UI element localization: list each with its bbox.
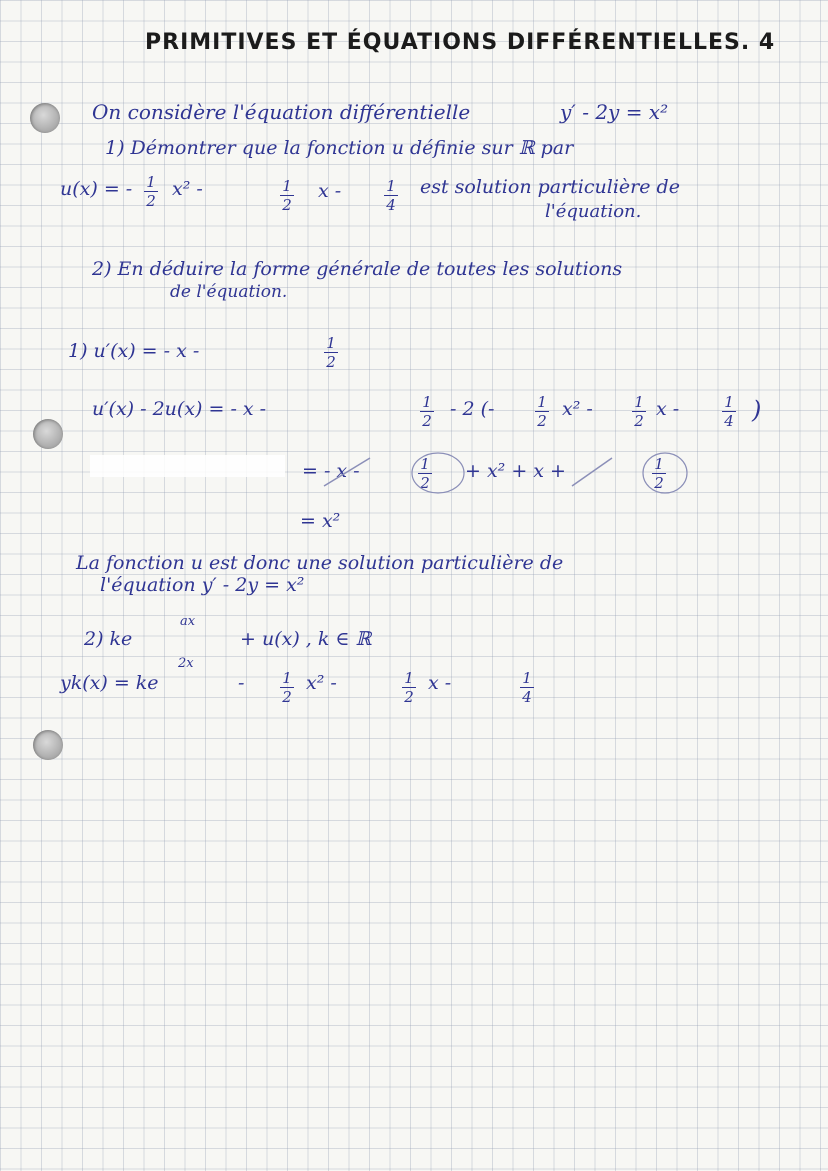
binder-hole [33, 730, 63, 760]
answer-1-line-2-x: x - [656, 398, 680, 420]
answer-2-exp-1: ax [180, 614, 196, 629]
fraction-one-half: 1 2 [324, 335, 338, 370]
fraction-one-quarter: 1 4 [520, 670, 534, 705]
statement-intro: On considère l'équation différentielle [92, 100, 471, 124]
q1-end: est solution particulière de [420, 176, 680, 198]
answer-2-yk: yk(x) = ke [60, 672, 159, 694]
answer-1-line-2-x2: x² - [562, 398, 593, 420]
answer-2-x2: x² - [306, 672, 337, 694]
q1-end-2: l'équation. [545, 201, 642, 222]
answer-2-label: 2) ke [84, 628, 133, 650]
correction-tape [90, 455, 285, 477]
q1-u-x: x - [318, 180, 342, 202]
answer-1-line-3: = - x - [302, 460, 360, 482]
answer-1-line-4: = x² [300, 510, 341, 532]
answer-1-line-3-plus: + x² + x + [465, 460, 566, 482]
fraction-one-half: 1 2 [535, 394, 549, 429]
fraction-one-quarter: 1 4 [384, 178, 398, 213]
answer-2-minus: - [238, 672, 245, 694]
statement-equation: y′ - 2y = x² [560, 100, 669, 124]
question-2-line-1: 2) En déduire la forme générale de toutes les solutions [92, 258, 623, 280]
answer-1-line-2-mid: - 2 (- [450, 398, 495, 420]
cancel-strike [568, 452, 618, 492]
answer-1-derivative: 1) u′(x) = - x - [68, 340, 200, 362]
fraction-one-half: 1 2 [280, 178, 294, 213]
binder-hole [30, 103, 60, 133]
fraction-one-half: 1 2 [144, 174, 158, 209]
question-1: 1) Démontrer que la fonction u définie sur ℝ par [105, 137, 574, 159]
cancel-circle [408, 450, 468, 496]
answer-2-rest-1: + u(x) , k ∈ ℝ [240, 628, 372, 650]
binder-hole [33, 419, 63, 449]
conclusion-line-2: l'équation y′ - 2y = x² [100, 574, 305, 596]
fraction-one-half: 1 2 [420, 394, 434, 429]
answer-2-exp-2: 2x [178, 656, 194, 671]
answer-1-line-2-close: ) [752, 396, 762, 424]
fraction-one-half: 1 2 [632, 394, 646, 429]
fraction-one-half: 1 2 [402, 670, 416, 705]
fraction-one-half: 1 2 [418, 456, 432, 491]
q1-u-x2: x² - [172, 178, 203, 200]
cancel-circle [640, 450, 690, 496]
conclusion-line-1: La fonction u est donc une solution particulière de [76, 552, 564, 574]
fraction-one-half: 1 2 [652, 456, 666, 491]
answer-1-line-2-lhs: u′(x) - 2u(x) = - x - [92, 398, 267, 420]
cancel-strike [320, 452, 376, 492]
answer-2-x: x - [428, 672, 452, 694]
fraction-one-quarter: 1 4 [722, 394, 736, 429]
q1-u-lhs: u(x) = - [60, 178, 133, 200]
page-title: PRIMITIVES ET ÉQUATIONS DIFFÉRENTIELLES. 4 [145, 30, 776, 55]
question-2-line-2: de l'équation. [170, 282, 288, 302]
fraction-one-half: 1 2 [280, 670, 294, 705]
